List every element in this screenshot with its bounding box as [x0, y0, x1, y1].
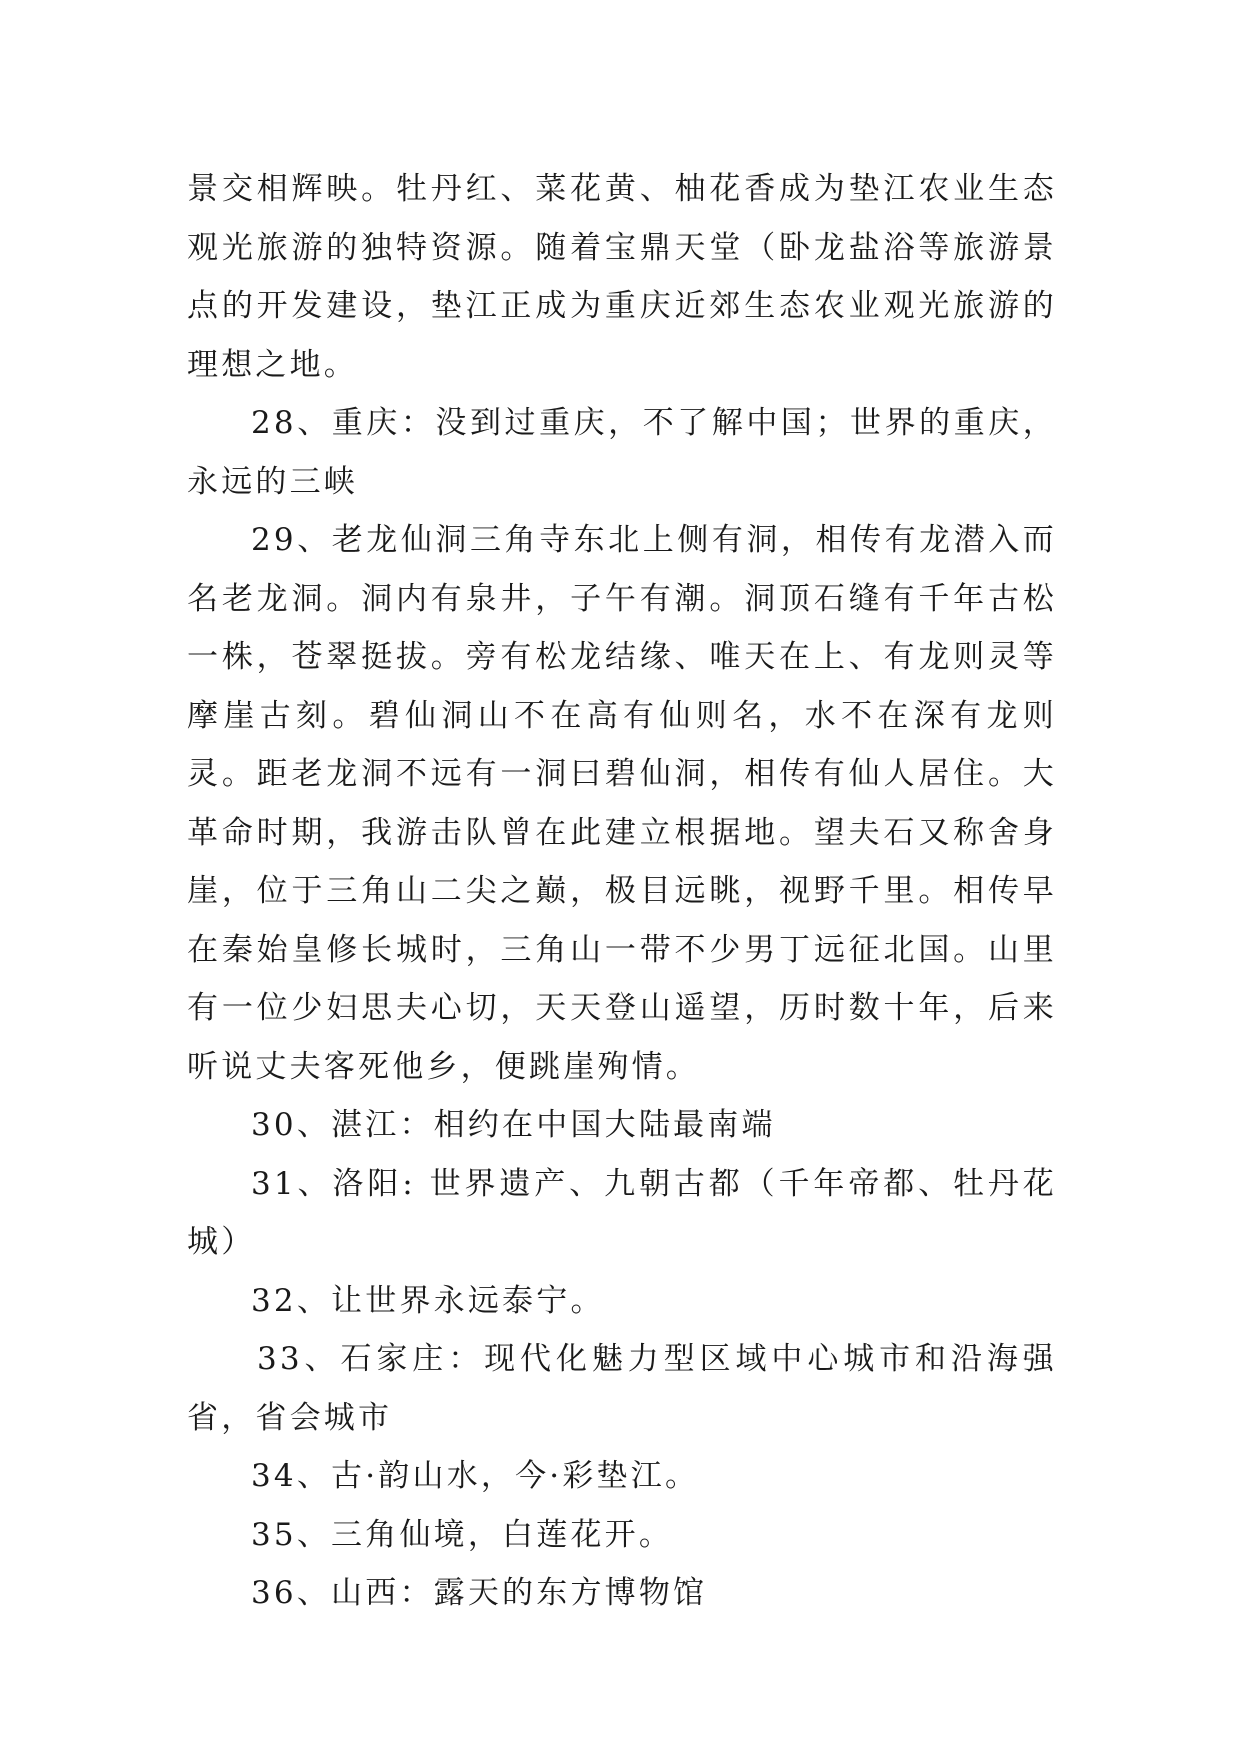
paragraph-36: 36、山西：露天的东方博物馆 [251, 1575, 708, 1611]
paragraph-31: 31、洛阳: 世界遗产、九朝古都（千年帝都、牡丹花城） [187, 1165, 1057, 1260]
paragraph-27-continuation: 景交相辉映。牡丹红、菜花黄、柚花香成为垫江农业生态观光旅游的独特资源。随着宝鼎天堂（卧龙盐浴等旅游景点的开发建设，垫江正成为重庆近郊生态农业观光旅游的理想之地。 [187, 171, 1057, 383]
paragraph-29: 29、老龙仙洞三角寺东北上侧有洞，相传有龙潜入而名老龙洞。洞内有泉井，子午有潮。洞顶石缝有千年古松一株，苍翠挺拔。旁有松龙结缘、唯天在上、有龙则灵等摩崖古刻。碧仙洞山不在高有仙则名，水不在深有龙则灵。距老龙洞不远有一洞曰碧仙洞，相传有仙人居住。大革命时期，我游击队曾在此建立根据地。望夫石又称舍身崖，位于三角山二尖之巅，极目远眺，视野千里。相传早在秦始皇修长城时，三角山一带不少男丁远征北国。山里有一位少妇思夫心切，天天登山遥望，历时数十年，后来听说丈夫客死他乡，便跳崖殉情。 [187, 522, 1057, 1085]
paragraph-35: 35、三角仙境，白莲花开。 [251, 1516, 674, 1553]
paragraph-28: 28、重庆：没到过重庆，不了解中国；世界的重庆，永远的三峡 [187, 405, 1057, 500]
document-body [187, 160, 1057, 1623]
paragraph-34: 34、古·韵山水，今·彩垫江。 [251, 1458, 700, 1494]
paragraph-33: 33、石家庄：现代化魅力型区域中心城市和沿海强省，省会城市 [187, 1341, 1057, 1436]
paragraph-30: 30、湛江：相约在中国大陆最南端 [251, 1107, 776, 1143]
paragraph-32: 32、让世界永远泰宁。 [251, 1282, 605, 1319]
